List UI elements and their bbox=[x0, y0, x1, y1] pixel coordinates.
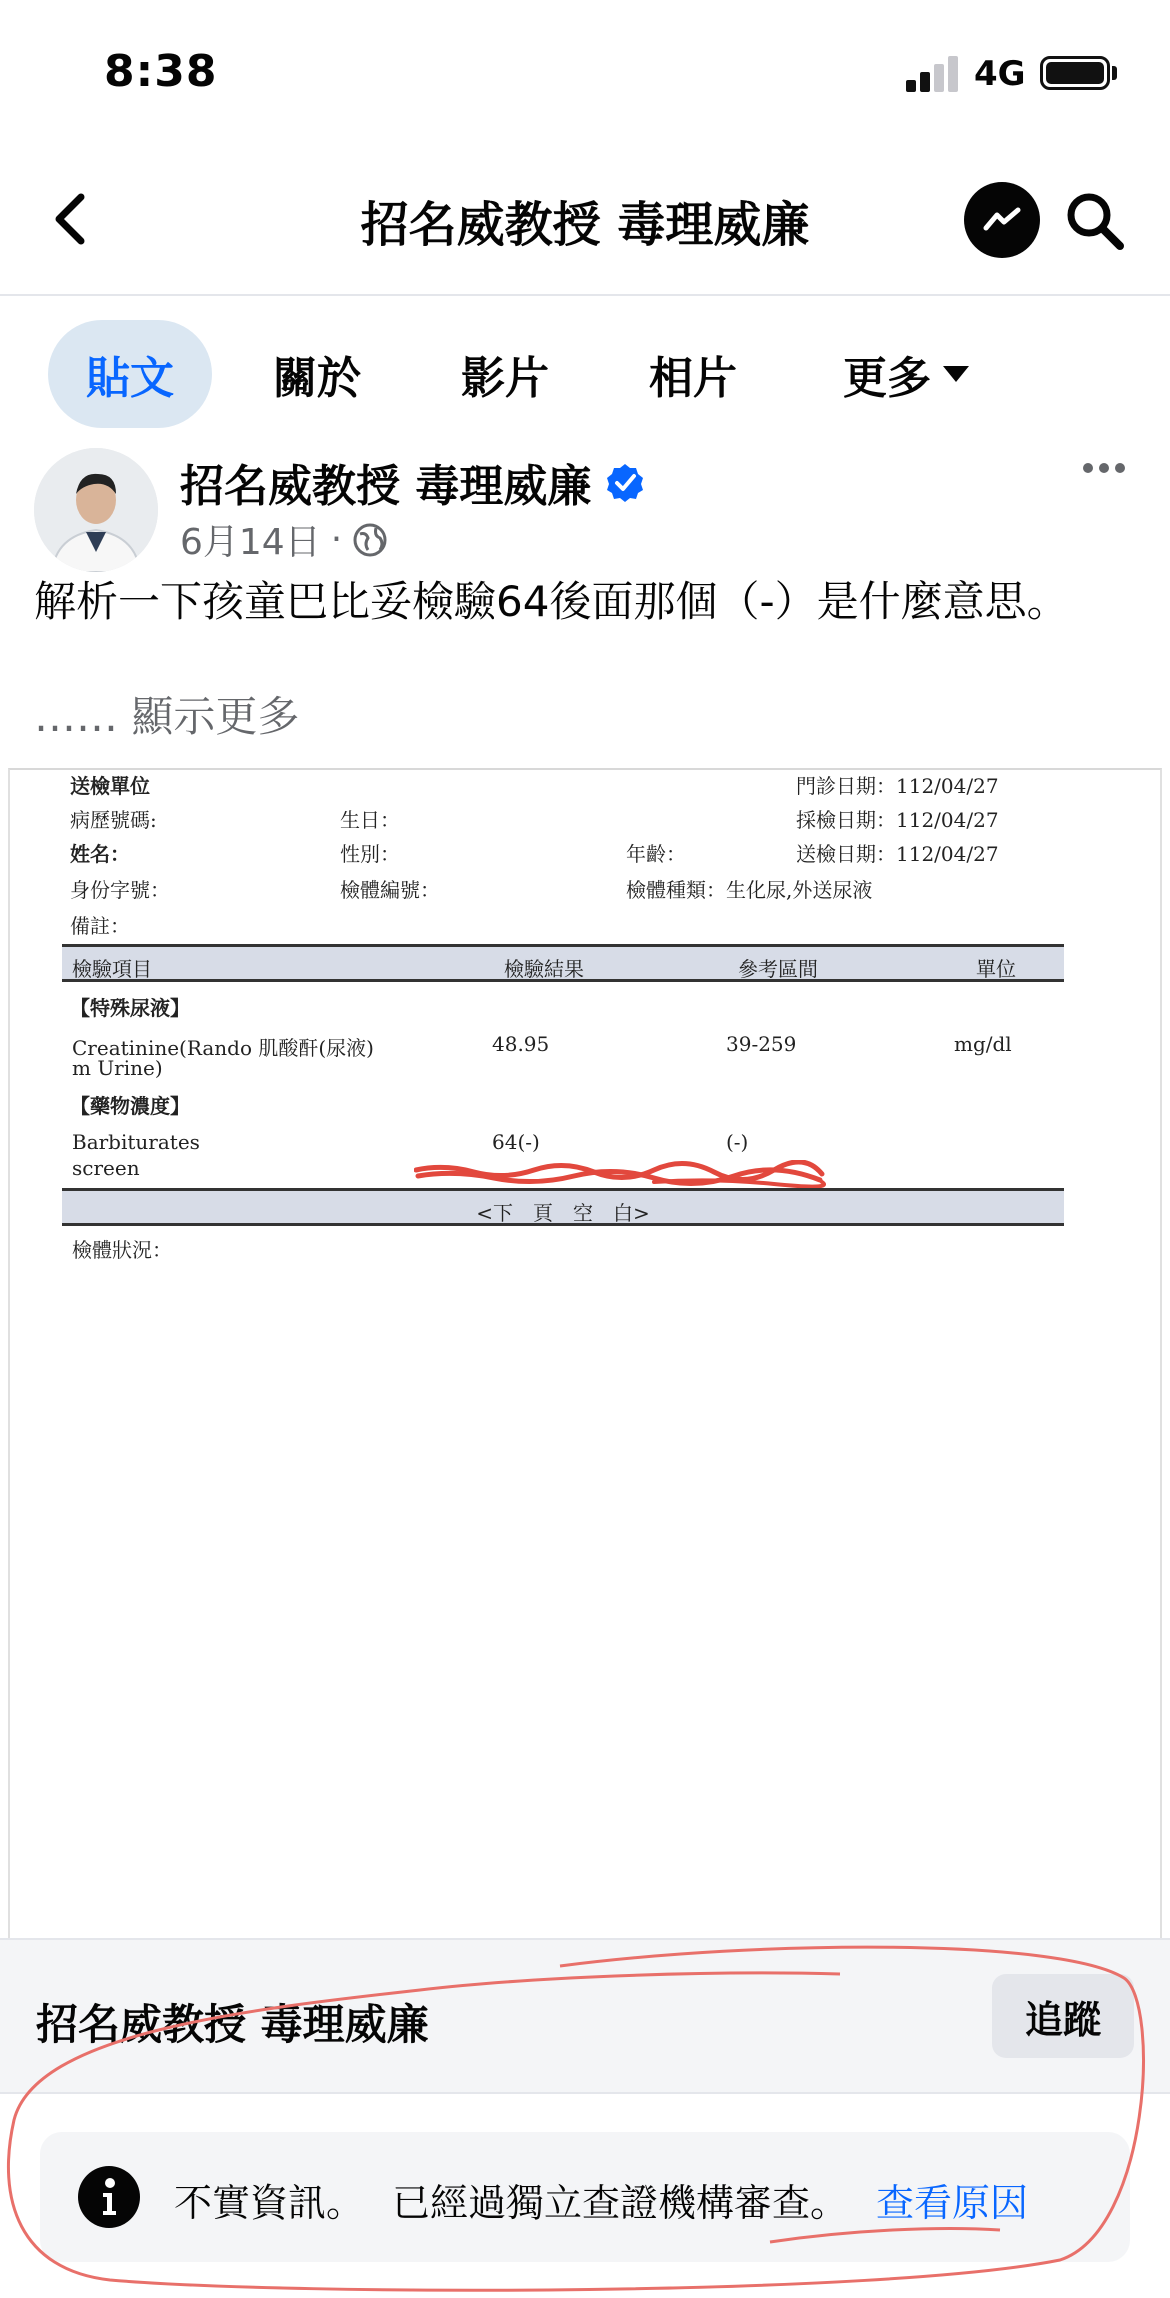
dot bbox=[1099, 463, 1109, 473]
network-label: 4G bbox=[974, 54, 1026, 94]
profile-tabs bbox=[0, 300, 1170, 450]
lab-report-image[interactable] bbox=[8, 768, 1162, 1938]
tab-label: 相片 bbox=[649, 353, 737, 404]
doc-specimen-no: 檢體編號： bbox=[340, 878, 440, 902]
col-reference: 參考區間 bbox=[738, 957, 818, 981]
avatar[interactable] bbox=[34, 448, 158, 572]
battery-icon bbox=[1040, 56, 1110, 90]
doc-blank-band bbox=[62, 1188, 1064, 1226]
meta-separator: · bbox=[330, 519, 343, 560]
doc-reference: (-) bbox=[726, 1130, 749, 1154]
doc-item-line: m Urine) bbox=[72, 1056, 163, 1080]
tab-label: 影片 bbox=[461, 353, 549, 404]
status-bar bbox=[0, 0, 1170, 150]
doc-result: 48.95 bbox=[492, 1032, 550, 1056]
tab-about[interactable] bbox=[250, 320, 384, 428]
doc-table-header bbox=[62, 944, 1064, 982]
battery-cap bbox=[1112, 66, 1117, 80]
col-item: 檢驗項目 bbox=[72, 957, 152, 981]
tab-label: 更多 bbox=[843, 353, 931, 404]
false-info-notice bbox=[40, 2132, 1130, 2262]
caret-down-icon bbox=[943, 366, 969, 382]
tab-photos[interactable] bbox=[626, 320, 760, 428]
doc-age: 年齡： bbox=[626, 842, 686, 866]
profile-photo bbox=[34, 448, 158, 572]
author-name: 招名威教授 毒理威廉 bbox=[180, 461, 592, 512]
dot bbox=[1115, 463, 1125, 473]
doc-result: 64(-) bbox=[492, 1130, 540, 1154]
post-meta bbox=[180, 514, 388, 565]
post-author[interactable] bbox=[180, 450, 645, 514]
doc-section-heading: 【藥物濃度】 bbox=[70, 1094, 190, 1118]
tab-label: 貼文 bbox=[86, 353, 174, 404]
post-text: 解析一下孩童巴比妥檢驗64後面那個（-）是什麼意思。 bbox=[34, 577, 1069, 626]
doc-name: 姓名： bbox=[70, 842, 130, 866]
verified-badge-icon bbox=[605, 462, 645, 502]
globe-icon bbox=[352, 522, 388, 558]
post-date[interactable]: 6月14日 bbox=[180, 522, 321, 563]
col-unit: 單位 bbox=[976, 957, 1016, 981]
notice-label: 不實資訊。 bbox=[174, 2181, 365, 2225]
post-options-button[interactable] bbox=[1076, 448, 1132, 488]
tab-posts[interactable] bbox=[48, 320, 212, 428]
page-title: 招名威教授 毒理威廉 bbox=[360, 197, 810, 253]
tab-videos[interactable] bbox=[438, 320, 572, 428]
doc-reference: 39-259 bbox=[726, 1032, 797, 1056]
doc-record-no: 病歷號碼: bbox=[70, 808, 157, 832]
see-why-link[interactable]: 查看原因 bbox=[876, 2181, 1029, 2225]
doc-section-heading: 【特殊尿液】 bbox=[70, 996, 190, 1020]
doc-gender: 性別： bbox=[340, 842, 400, 866]
status-time: 8:38 bbox=[104, 46, 218, 97]
doc-id-no: 身份字號： bbox=[70, 878, 170, 902]
doc-specimen-type: 檢體種類：生化尿,外送尿液 bbox=[626, 878, 873, 902]
doc-clinic-date: 門診日期：112/04/27 bbox=[796, 774, 999, 798]
doc-blank-page: <下 頁 空 白> bbox=[476, 1201, 650, 1225]
doc-unit: mg/dl bbox=[954, 1032, 1012, 1056]
page-follow-bar bbox=[0, 1938, 1170, 2094]
app-header bbox=[0, 150, 1170, 296]
messenger-button[interactable] bbox=[964, 182, 1040, 258]
doc-dept: 送檢單位 bbox=[70, 774, 150, 798]
signal-icon bbox=[906, 56, 960, 92]
footer-page-name[interactable]: 招名威教授 毒理威廉 bbox=[36, 2000, 429, 2049]
doc-item-line: screen bbox=[72, 1156, 140, 1180]
doc-sample-date: 採檢日期：112/04/27 bbox=[796, 808, 999, 832]
doc-send-date: 送檢日期：112/04/27 bbox=[796, 842, 999, 866]
see-more-link[interactable]: …… 顯示更多 bbox=[34, 692, 300, 741]
notice-text bbox=[174, 2172, 1028, 2227]
search-button[interactable] bbox=[1060, 186, 1130, 256]
doc-item-line: Creatinine(Rando 肌酸酐(尿液) bbox=[72, 1036, 374, 1060]
notice-message: 已經過獨立查證機構審查。 bbox=[392, 2181, 849, 2225]
tab-more[interactable] bbox=[824, 320, 988, 428]
doc-birthday: 生日： bbox=[340, 808, 400, 832]
dot bbox=[1083, 463, 1093, 473]
tab-label: 關於 bbox=[273, 353, 361, 404]
info-icon bbox=[78, 2166, 140, 2228]
red-underline-scribble bbox=[414, 1160, 826, 1188]
doc-remark: 備註： bbox=[70, 914, 130, 938]
doc-specimen-status: 檢體狀況： bbox=[72, 1238, 172, 1262]
search-icon bbox=[1064, 190, 1126, 252]
follow-button[interactable]: 追蹤 bbox=[992, 1974, 1134, 2058]
messenger-icon bbox=[980, 198, 1024, 242]
doc-item-line: Barbiturates bbox=[72, 1130, 200, 1154]
col-result: 檢驗結果 bbox=[504, 957, 584, 981]
